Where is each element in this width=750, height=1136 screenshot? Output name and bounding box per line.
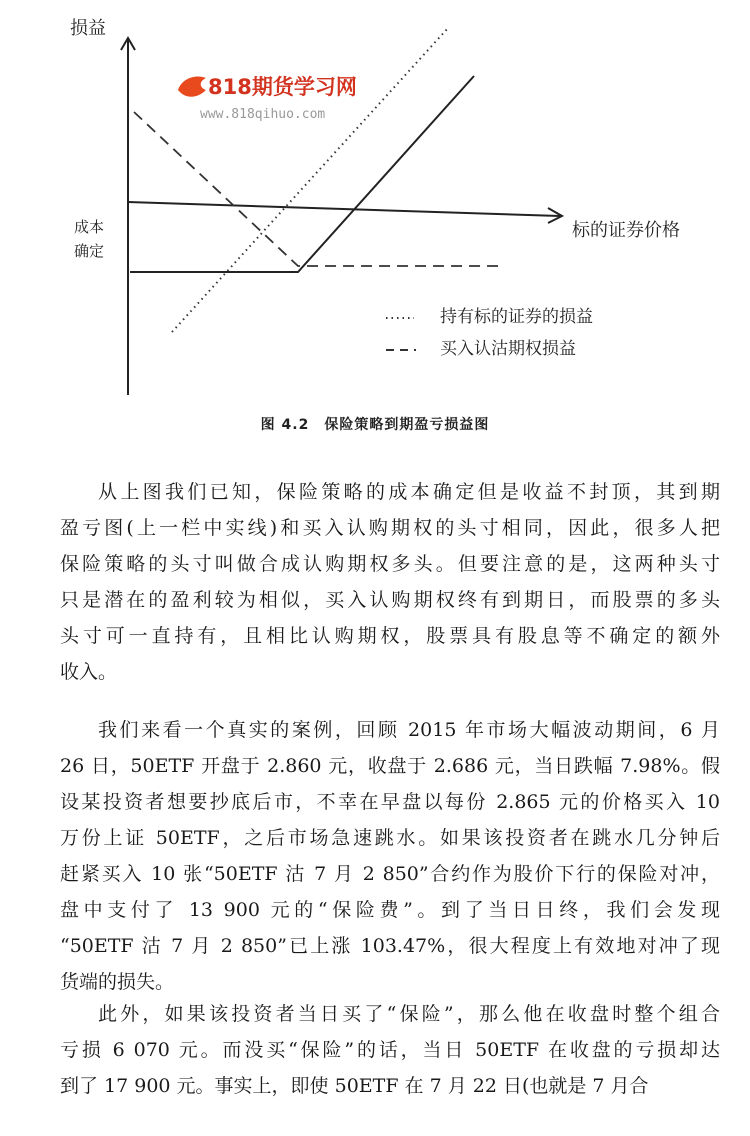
text-line: 我们来看一个真实的案例，回顾 2015 年市场大幅波动期间，6 月 bbox=[98, 719, 720, 741]
text-line: 收入。 bbox=[60, 661, 118, 683]
text-line: 盈亏图(上一栏中实线)和买入认购期权的头寸相同，因此，很多人把 bbox=[60, 517, 720, 539]
text-line: 设某投资者想要抄底后市，不幸在早盘以每份 2.865 元的价格买入 10 bbox=[60, 791, 720, 813]
x-axis bbox=[128, 202, 560, 216]
text-line: 保险策略的头寸叫做合成认购期权多头。但要注意的是，这两种头寸 bbox=[60, 553, 720, 575]
put-payoff-line bbox=[134, 112, 500, 266]
legend-underlying-label: 持有标的证券的损益 bbox=[440, 307, 593, 327]
text-line: 头寸可一直持有，且相比认购期权，股票具有股息等不确定的额外 bbox=[60, 625, 720, 647]
text-line: 亏损 6 070 元。而没买“保险”的话，当日 50ETF 在收盘的亏损却达 bbox=[60, 1039, 720, 1061]
payoff-diagram bbox=[0, 0, 750, 400]
text-line: 货端的损失。 bbox=[60, 971, 175, 993]
underlying-payoff-line bbox=[172, 28, 448, 332]
text-line: 只是潜在的盈利较为相似，买入认购期权终有到期日，而股票的多头 bbox=[60, 589, 720, 611]
watermark-brand: 818期货学习网 bbox=[208, 75, 357, 99]
flame-icon bbox=[178, 77, 206, 97]
x-axis-label: 标的证券价格 bbox=[572, 220, 680, 241]
text-line: “50ETF 沽 7 月 2 850”已上涨 103.47%，很大程度上有效地对冲了现 bbox=[60, 935, 720, 957]
text-line: 万份上证 50ETF，之后市场急速跳水。如果该投资者在跳水几分钟后 bbox=[60, 827, 720, 849]
text-line: 赶紧买入 10 张“50ETF 沽 7 月 2 850”合约作为股价下行的保险对冲， bbox=[60, 863, 720, 885]
paragraph-3 bbox=[60, 996, 720, 1104]
watermark-url: www.818qihuo.com bbox=[200, 107, 326, 122]
paragraph-1 bbox=[60, 474, 720, 690]
paragraph-2 bbox=[60, 712, 720, 1000]
watermark-logo bbox=[178, 75, 357, 122]
cost-fixed-label-1: 成本 bbox=[74, 218, 105, 236]
text-line: 此外，如果该投资者当日买了“保险”，那么他在收盘时整个组合 bbox=[98, 1003, 720, 1025]
figure-caption: 图 4.2 保险策略到期盈亏损益图 bbox=[260, 417, 490, 433]
text-line: 到了 17 900 元。事实上，即使 50ETF 在 7 月 22 日(也就是 7 月合 bbox=[60, 1075, 649, 1097]
y-axis-label: 损益 bbox=[70, 18, 106, 39]
text-line: 盘中支付了 13 900 元的“保险费”。到了当日日终，我们会发现 bbox=[60, 899, 720, 921]
insurance-strategy-payoff-line bbox=[130, 76, 474, 272]
text-line: 从上图我们已知，保险策略的成本确定但是收益不封顶，其到期 bbox=[98, 481, 720, 503]
cost-fixed-label-2: 确定 bbox=[74, 242, 105, 260]
legend-put-label: 买入认沽期权损益 bbox=[440, 339, 576, 359]
text-line: 26 日，50ETF 开盘于 2.860 元，收盘于 2.686 元，当日跌幅 7.98%。假 bbox=[60, 755, 720, 777]
